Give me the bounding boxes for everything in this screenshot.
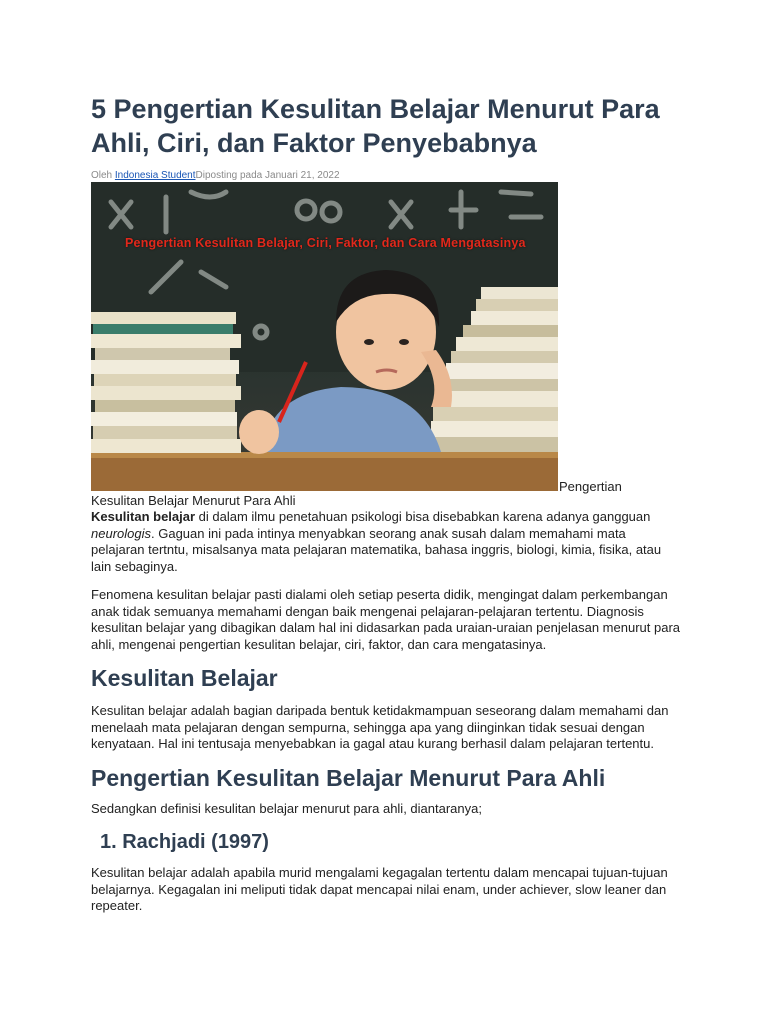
- paragraph-definisi-intro: Sedangkan definisi kesulitan belajar menurut para ahli, diantaranya;: [91, 801, 482, 816]
- image-caption-part1: Pengertian: [559, 479, 622, 494]
- intro-text-1: di dalam ilmu penetahuan psikologi bisa disebabkan karena adanya gangguan: [195, 509, 651, 524]
- featured-image: [91, 182, 558, 491]
- heading-kesulitan-belajar: Kesulitan Belajar: [91, 665, 278, 691]
- image-overlay-title: Pengertian Kesulitan Belajar, Ciri, Faktor, dan Cara Mengatasinya: [125, 236, 526, 250]
- heading-pengertian-para-ahli: Pengertian Kesulitan Belajar Menurut Para Ahli: [91, 765, 606, 791]
- featured-image-illustration: [91, 182, 558, 491]
- paragraph-rachjadi: Kesulitan belajar adalah apabila murid mengalami kegagalan tertentu dalam mencapai tujuan-tujuan belajarnya. Kegagalan ini meliputi tidak dapat mencapai nilai enam, under achiever, slow leaner dan repeater.: [91, 865, 668, 913]
- paragraph-fenomena: Fenomena kesulitan belajar pasti dialami oleh setiap peserta didik, mengingat dalam perkembangan anak tidak semuanya memahami dengan baik mengenai pelajaran-pelajaran tertentu. Diagnosis kesulitan belajar yang dibagikan dalam hal ini didasarkan pada uraian-uraian penjelasan menurut para ahli, mengenai pengertian kesulitan belajar, ciri, faktor, dan cara mengatasinya.: [91, 587, 680, 652]
- intro-text-2: . Gaguan ini pada intinya menyabkan seorang anak susah dalam memahami mata pelajaran tertntu, misalsanya mata pelajaran matematika, bahasa inggris, biologi, kimia, fisika, atau lain sebaginya.: [91, 525, 662, 574]
- intro-italic-term: neurologis: [91, 525, 151, 541]
- image-caption-part2: Kesulitan Belajar Menurut Para Ahli: [91, 493, 296, 508]
- intro-paragraph: [91, 509, 681, 575]
- paragraph-kesulitan-definisi: Kesulitan belajar adalah bagian daripada bentuk ketidakmampuan seseorang dalam memahami dan menelaah mata pelajaran dengan sempurna, sehingga apa yang diinginkan tidak sesuai dengan kenyataan. Hal ini tentusaja menyebabkan ia gagal atau kurang berhasil dalam pelajaran tertentu.: [91, 703, 669, 751]
- post-meta: [91, 170, 340, 181]
- heading-rachjadi: 1. Rachjadi (1997): [100, 831, 269, 853]
- meta-prefix: Oleh: [91, 170, 115, 181]
- article-title: 5 Pengertian Kesulitan Belajar Menurut Para Ahli, Ciri, dan Faktor Penyebabnya: [91, 94, 660, 158]
- posted-date: Diposting pada Januari 21, 2022: [195, 170, 340, 181]
- author-link[interactable]: Indonesia Student: [114, 170, 196, 181]
- intro-bold-term: Kesulitan belajar: [91, 509, 196, 524]
